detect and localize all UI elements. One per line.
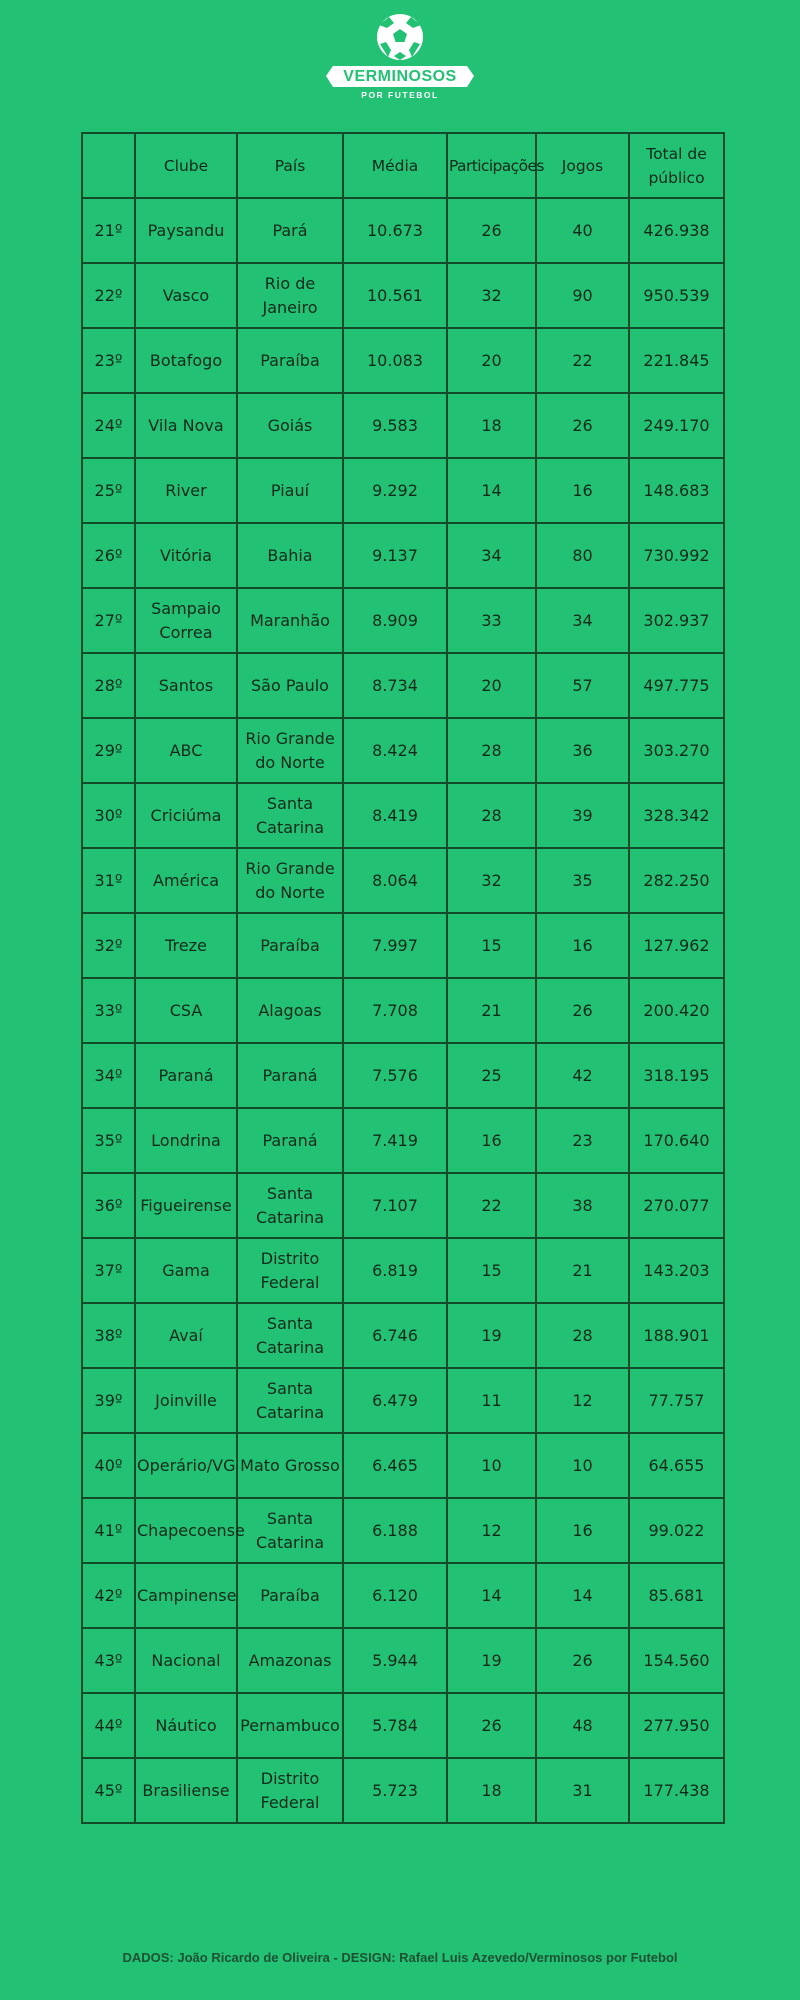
average-cell: 10.561 [343,263,447,328]
participations-cell: 12 [447,1498,536,1563]
games-cell: 36 [536,718,629,783]
participations-cell: 32 [447,848,536,913]
table-row [82,458,724,523]
table-row [82,328,724,393]
games-cell: 16 [536,1498,629,1563]
participations-cell: 14 [447,458,536,523]
club-cell: Treze [135,913,237,978]
state-cell: Santa Catarina [237,1173,343,1238]
games-cell: 40 [536,198,629,263]
table-row [82,1108,724,1173]
club-cell: Avaí [135,1303,237,1368]
state-cell: Santa Catarina [237,1498,343,1563]
average-cell: 6.746 [343,1303,447,1368]
state-cell: Rio Grande do Norte [237,848,343,913]
club-cell: Operário/VG [135,1433,237,1498]
participations-cell: 20 [447,653,536,718]
club-cell: Vila Nova [135,393,237,458]
participations-cell: 19 [447,1628,536,1693]
total-cell: 200.420 [629,978,724,1043]
club-cell: Criciúma [135,783,237,848]
games-cell: 21 [536,1238,629,1303]
participations-cell: 32 [447,263,536,328]
table-row [82,783,724,848]
total-cell: 318.195 [629,1043,724,1108]
participations-cell: 20 [447,328,536,393]
total-cell: 303.270 [629,718,724,783]
state-cell: Maranhão [237,588,343,653]
total-cell: 99.022 [629,1498,724,1563]
games-cell: 42 [536,1043,629,1108]
games-cell: 26 [536,1628,629,1693]
header-club: Clube [135,133,237,198]
state-cell: Paraná [237,1043,343,1108]
state-cell: Paraíba [237,1563,343,1628]
rank-cell: 23º [82,328,135,393]
table-row [82,718,724,783]
club-cell: Joinville [135,1368,237,1433]
state-cell: Paraíba [237,913,343,978]
header-row [82,133,724,198]
total-cell: 277.950 [629,1693,724,1758]
club-cell: Figueirense [135,1173,237,1238]
rank-cell: 27º [82,588,135,653]
club-cell: Paraná [135,1043,237,1108]
participations-cell: 18 [447,1758,536,1823]
club-cell: Santos [135,653,237,718]
table-row [82,1693,724,1758]
games-cell: 12 [536,1368,629,1433]
club-cell: Campinense [135,1563,237,1628]
average-cell: 5.944 [343,1628,447,1693]
total-cell: 154.560 [629,1628,724,1693]
club-cell: Sampaio Correa [135,588,237,653]
state-cell: Pernambuco [237,1693,343,1758]
total-cell: 950.539 [629,263,724,328]
state-cell: Santa Catarina [237,1368,343,1433]
participations-cell: 28 [447,783,536,848]
club-cell: Chapecoense [135,1498,237,1563]
state-cell: Paraíba [237,328,343,393]
table-row [82,1498,724,1563]
average-cell: 6.479 [343,1368,447,1433]
participations-cell: 16 [447,1108,536,1173]
games-cell: 10 [536,1433,629,1498]
rank-cell: 45º [82,1758,135,1823]
participations-cell: 18 [447,393,536,458]
participations-cell: 14 [447,1563,536,1628]
rank-cell: 44º [82,1693,135,1758]
games-cell: 16 [536,458,629,523]
rank-cell: 41º [82,1498,135,1563]
rank-cell: 24º [82,393,135,458]
average-cell: 8.064 [343,848,447,913]
total-cell: 270.077 [629,1173,724,1238]
total-cell: 188.901 [629,1303,724,1368]
table-row [82,523,724,588]
state-cell: Goiás [237,393,343,458]
games-cell: 26 [536,393,629,458]
table-row [82,1173,724,1238]
state-cell: Piauí [237,458,343,523]
logo-banner: VERMINOSOS [333,66,466,87]
soccer-ball-icon [375,12,425,62]
total-cell: 148.683 [629,458,724,523]
average-cell: 7.419 [343,1108,447,1173]
rank-cell: 32º [82,913,135,978]
participations-cell: 28 [447,718,536,783]
rank-cell: 21º [82,198,135,263]
average-cell: 6.819 [343,1238,447,1303]
club-cell: Brasiliense [135,1758,237,1823]
rank-cell: 36º [82,1173,135,1238]
games-cell: 35 [536,848,629,913]
average-cell: 7.107 [343,1173,447,1238]
table-row [82,1043,724,1108]
table-body [82,198,724,1823]
table-row [82,1238,724,1303]
table-row [82,263,724,328]
average-cell: 8.734 [343,653,447,718]
average-cell: 5.723 [343,1758,447,1823]
total-cell: 249.170 [629,393,724,458]
rank-cell: 43º [82,1628,135,1693]
table-row [82,198,724,263]
participations-cell: 15 [447,1238,536,1303]
total-cell: 177.438 [629,1758,724,1823]
rank-cell: 35º [82,1108,135,1173]
total-cell: 85.681 [629,1563,724,1628]
logo-subtitle: POR FUTEBOL [361,90,439,100]
club-cell: Botafogo [135,328,237,393]
state-cell: Santa Catarina [237,783,343,848]
table-row [82,1628,724,1693]
participations-cell: 22 [447,1173,536,1238]
table-row [82,1303,724,1368]
average-cell: 8.909 [343,588,447,653]
total-cell: 730.992 [629,523,724,588]
participations-cell: 25 [447,1043,536,1108]
total-cell: 426.938 [629,198,724,263]
total-cell: 328.342 [629,783,724,848]
games-cell: 23 [536,1108,629,1173]
games-cell: 38 [536,1173,629,1238]
total-cell: 302.937 [629,588,724,653]
games-cell: 90 [536,263,629,328]
club-cell: Gama [135,1238,237,1303]
state-cell: Rio de Janeiro [237,263,343,328]
table-row [82,1433,724,1498]
state-cell: Paraná [237,1108,343,1173]
games-cell: 26 [536,978,629,1043]
table-row [82,913,724,978]
rank-cell: 25º [82,458,135,523]
logo [0,12,800,100]
rank-cell: 31º [82,848,135,913]
total-cell: 64.655 [629,1433,724,1498]
rank-cell: 28º [82,653,135,718]
participations-cell: 15 [447,913,536,978]
participations-cell: 21 [447,978,536,1043]
total-cell: 77.757 [629,1368,724,1433]
average-cell: 8.424 [343,718,447,783]
participations-cell: 33 [447,588,536,653]
rank-cell: 33º [82,978,135,1043]
club-cell: Nacional [135,1628,237,1693]
state-cell: Bahia [237,523,343,588]
club-cell: CSA [135,978,237,1043]
table-row [82,588,724,653]
rank-cell: 42º [82,1563,135,1628]
total-cell: 143.203 [629,1238,724,1303]
participations-cell: 26 [447,198,536,263]
rank-cell: 26º [82,523,135,588]
state-cell: Distrito Federal [237,1758,343,1823]
state-cell: Alagoas [237,978,343,1043]
credits-footer: DADOS: João Ricardo de Oliveira - DESIGN: Rafael Luis Azevedo/Verminosos por Futebol [122,1950,678,1965]
participations-cell: 10 [447,1433,536,1498]
state-cell: Distrito Federal [237,1238,343,1303]
state-cell: São Paulo [237,653,343,718]
rank-cell: 34º [82,1043,135,1108]
average-cell: 6.120 [343,1563,447,1628]
table-row [82,393,724,458]
club-cell: River [135,458,237,523]
average-cell: 10.673 [343,198,447,263]
state-cell: Santa Catarina [237,1303,343,1368]
participations-cell: 19 [447,1303,536,1368]
rank-cell: 22º [82,263,135,328]
header-participations: Participações [447,133,536,198]
table-row [82,1758,724,1823]
attendance-table [81,132,725,1824]
average-cell: 10.083 [343,328,447,393]
club-cell: ABC [135,718,237,783]
average-cell: 9.137 [343,523,447,588]
rank-cell: 30º [82,783,135,848]
header-total-attendance: Total de público [629,133,724,198]
total-cell: 170.640 [629,1108,724,1173]
table-row [82,1563,724,1628]
participations-cell: 11 [447,1368,536,1433]
header-rank [82,133,135,198]
table-row [82,653,724,718]
total-cell: 282.250 [629,848,724,913]
participations-cell: 26 [447,1693,536,1758]
club-cell: Londrina [135,1108,237,1173]
state-cell: Pará [237,198,343,263]
games-cell: 34 [536,588,629,653]
table-row [82,1368,724,1433]
average-cell: 6.188 [343,1498,447,1563]
header-games: Jogos [536,133,629,198]
games-cell: 28 [536,1303,629,1368]
average-cell: 7.576 [343,1043,447,1108]
games-cell: 16 [536,913,629,978]
rank-cell: 38º [82,1303,135,1368]
games-cell: 80 [536,523,629,588]
participations-cell: 34 [447,523,536,588]
average-cell: 7.997 [343,913,447,978]
total-cell: 221.845 [629,328,724,393]
club-cell: Náutico [135,1693,237,1758]
average-cell: 9.583 [343,393,447,458]
games-cell: 48 [536,1693,629,1758]
average-cell: 6.465 [343,1433,447,1498]
state-cell: Amazonas [237,1628,343,1693]
rank-cell: 40º [82,1433,135,1498]
average-cell: 7.708 [343,978,447,1043]
state-cell: Rio Grande do Norte [237,718,343,783]
games-cell: 22 [536,328,629,393]
club-cell: Paysandu [135,198,237,263]
total-cell: 497.775 [629,653,724,718]
header-average: Média [343,133,447,198]
rank-cell: 39º [82,1368,135,1433]
games-cell: 39 [536,783,629,848]
club-cell: Vitória [135,523,237,588]
table-row [82,978,724,1043]
state-cell: Mato Grosso [237,1433,343,1498]
games-cell: 14 [536,1563,629,1628]
average-cell: 9.292 [343,458,447,523]
table-row [82,848,724,913]
rank-cell: 37º [82,1238,135,1303]
total-cell: 127.962 [629,913,724,978]
club-cell: América [135,848,237,913]
average-cell: 8.419 [343,783,447,848]
games-cell: 31 [536,1758,629,1823]
games-cell: 57 [536,653,629,718]
header-state: País [237,133,343,198]
club-cell: Vasco [135,263,237,328]
average-cell: 5.784 [343,1693,447,1758]
rank-cell: 29º [82,718,135,783]
